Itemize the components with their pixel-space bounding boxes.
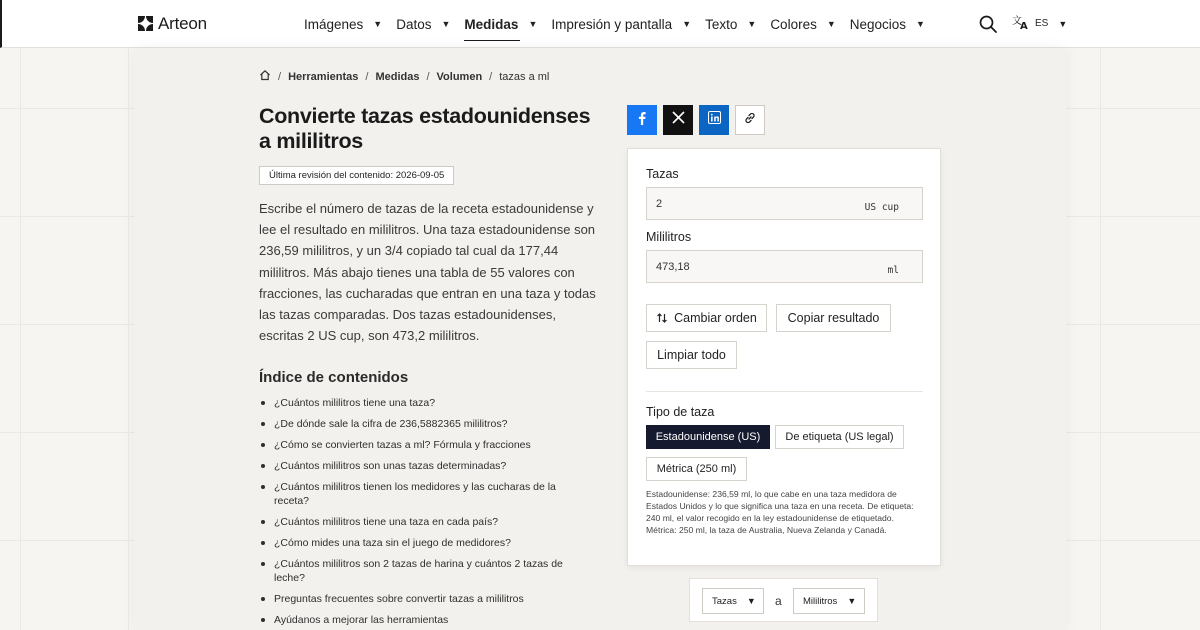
breadcrumb: / Herramientas / Medidas / Volumen / tazas a ml xyxy=(259,69,549,84)
svg-text:A: A xyxy=(1020,21,1028,30)
cups-unit: US cup xyxy=(864,202,899,213)
translate-icon xyxy=(1012,14,1030,33)
clear-all-button[interactable]: Limpiar todo xyxy=(646,341,737,369)
table-of-contents xyxy=(259,396,579,630)
toc-heading: Índice de contenidos xyxy=(259,369,409,386)
to-label: Mililitros xyxy=(646,230,692,244)
nav-item-imagenes[interactable]: Imágenes ▼ xyxy=(304,16,383,32)
facebook-icon xyxy=(635,111,649,130)
language-selector[interactable] xyxy=(1012,14,1067,33)
main-menu xyxy=(304,0,939,48)
share-facebook-button[interactable] xyxy=(627,105,657,135)
copy-link-button[interactable] xyxy=(735,105,765,135)
toc-item[interactable]: ¿Cuántos mililitros son unas tazas determinadas? xyxy=(259,459,579,473)
intro-paragraph: Escribe el número de tazas de la receta estadounidense y lee el resultado en mililitros. Una taza estadounidense son 236,59 mililitros, y un 3/4 copiado tal cual da 177,44 mililitros. Más abajo tienes una tabla de 55 valores con fracciones, las cucharadas que entran en una taza y todas las tazas comparadas. Dos tazas estadounidenses, escritas 2 US cup, son 473,2 mililitros. xyxy=(259,201,596,344)
page-title: Convierte tazas estadounidenses a mililitros xyxy=(259,104,591,153)
caret-down-icon: ▼ xyxy=(528,19,538,29)
cup-type-label: Tipo de taza xyxy=(646,405,715,419)
breadcrumb-medidas[interactable]: Medidas xyxy=(375,70,420,83)
svg-text:文: 文 xyxy=(1012,16,1022,27)
breadcrumb-herramientas[interactable]: Herramientas xyxy=(288,70,359,83)
revision-badge: Última revisión del contenido: 2026-09-05 xyxy=(259,166,454,185)
to-unit-select[interactable]: Mililitros ▼ xyxy=(793,588,865,614)
caret-down-icon: ▼ xyxy=(916,19,925,29)
cup-type-note: Estadounidense: 236,59 ml, lo que cabe en una taza medidora de Estados Unidos y lo que significa una taza en una receta. De etiqueta: 240 ml, el valor recogido en la ley estadounidense de etiquetado. Métrica: 250 ml, la taza de Australia, Nueva Zelanda y Canadá. xyxy=(646,489,914,536)
language-code: ES xyxy=(1035,18,1049,29)
from-label: Tazas xyxy=(646,167,679,181)
divider xyxy=(646,391,923,392)
toc-item[interactable]: ¿Cuántos mililitros tiene una taza en cada país? xyxy=(259,515,579,529)
swap-order-button[interactable]: Cambiar orden xyxy=(646,304,767,332)
nav-item-datos[interactable]: Datos ▼ xyxy=(396,16,451,32)
brand-logo-icon xyxy=(138,16,154,32)
cup-type-us-legal[interactable]: De etiqueta (US legal) xyxy=(775,425,904,449)
caret-down-icon: ▼ xyxy=(746,596,756,606)
nav-item-texto[interactable]: Texto ▼ xyxy=(705,16,757,32)
breadcrumb-current: tazas a ml xyxy=(499,70,550,83)
milliliters-unit: ml xyxy=(887,265,899,276)
share-x-button[interactable] xyxy=(663,105,693,135)
brand-name: Arteon xyxy=(158,14,207,33)
search-icon[interactable] xyxy=(978,14,998,34)
toc-item[interactable]: ¿Cómo se convierten tazas a ml? Fórmula y fracciones xyxy=(259,438,579,452)
home-icon[interactable] xyxy=(259,69,271,84)
toc-item[interactable]: Ayúdanos a mejorar las herramientas xyxy=(259,613,579,627)
from-unit-select[interactable]: Tazas ▼ xyxy=(702,588,764,614)
cups-input[interactable] xyxy=(646,187,923,220)
caret-down-icon: ▼ xyxy=(1058,18,1068,29)
nav-item-colores[interactable]: Colores ▼ xyxy=(770,16,836,32)
top-navigation-bar xyxy=(0,0,1200,48)
share-linkedin-button[interactable] xyxy=(699,105,729,135)
toc-item[interactable]: ¿Cuántos mililitros tiene una taza? xyxy=(259,396,579,410)
cup-type-metric[interactable]: Métrica (250 ml) xyxy=(646,457,747,481)
nav-item-medidas[interactable]: Medidas ▼ xyxy=(464,16,538,32)
x-icon xyxy=(672,111,685,129)
unit-connector: a xyxy=(775,594,782,608)
toc-item[interactable]: Preguntas frecuentes sobre convertir tazas a mililitros xyxy=(259,592,579,606)
swap-arrows-icon xyxy=(656,312,668,324)
caret-down-icon: ▼ xyxy=(441,19,451,29)
toc-item[interactable]: ¿Cómo mides una taza sin el juego de medidores? xyxy=(259,536,579,550)
toc-item[interactable]: ¿De dónde sale la cifra de 236,5882365 mililitros? xyxy=(259,417,579,431)
brand-logo[interactable] xyxy=(138,14,207,34)
milliliters-input[interactable] xyxy=(646,250,923,283)
cup-type-us[interactable]: Estadounidense (US) xyxy=(646,425,770,449)
toc-item[interactable]: ¿Cuántos mililitros tienen los medidores y las cucharas de la receta? xyxy=(259,480,579,508)
caret-down-icon: ▼ xyxy=(847,596,857,606)
toc-item[interactable]: ¿Cuántos mililitros son 2 tazas de harina y cuántos 2 tazas de leche? xyxy=(259,557,579,585)
link-icon xyxy=(743,111,757,130)
milliliters-value: 473,18 xyxy=(656,261,690,273)
caret-down-icon: ▼ xyxy=(747,19,757,29)
caret-down-icon: ▼ xyxy=(826,19,836,29)
caret-down-icon: ▼ xyxy=(373,19,383,29)
nav-item-impresion[interactable]: Impresión y pantalla ▼ xyxy=(551,16,692,32)
copy-result-button[interactable]: Copiar resultado xyxy=(776,304,891,332)
cups-value: 2 xyxy=(656,198,663,210)
caret-down-icon: ▼ xyxy=(682,19,692,29)
nav-item-negocios[interactable]: Negocios ▼ xyxy=(849,16,925,32)
linkedin-icon xyxy=(708,111,721,129)
breadcrumb-volumen[interactable]: Volumen xyxy=(436,70,483,83)
